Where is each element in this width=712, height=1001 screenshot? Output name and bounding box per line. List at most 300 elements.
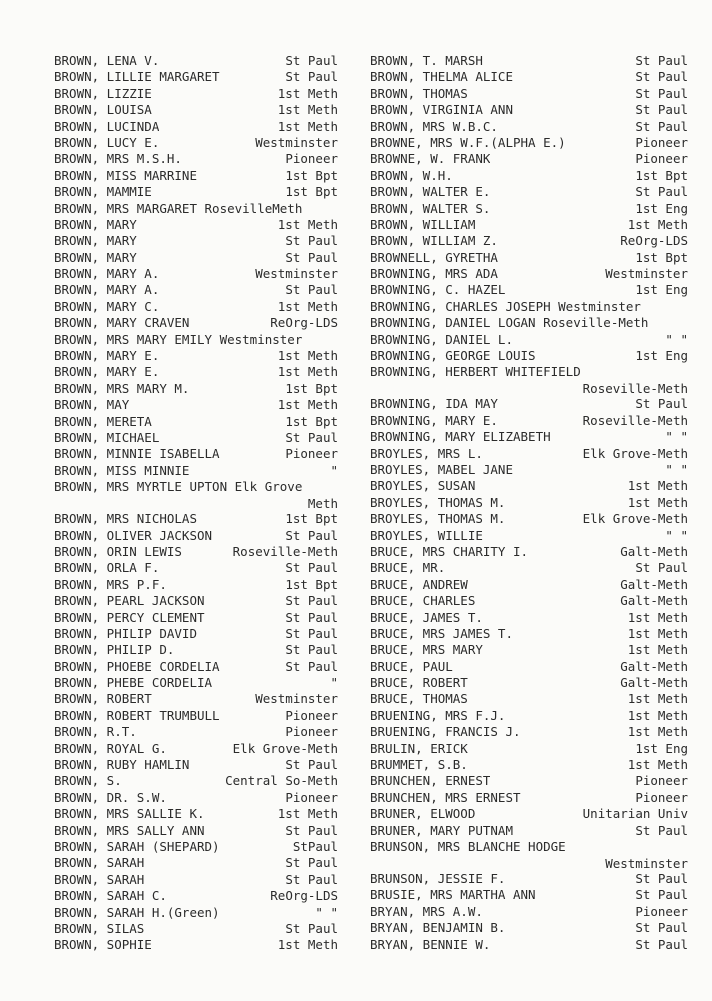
entry-name: BROWN, MRS SALLY ANN — [54, 822, 205, 838]
list-item — [370, 511, 688, 527]
entry-church: " " — [665, 429, 688, 445]
entry-name: BROWN, WALTER E. — [370, 184, 491, 200]
entry-name: BROYLES, WILLIE — [370, 527, 483, 543]
list-item — [54, 741, 338, 757]
list-item — [54, 463, 338, 479]
list-item — [370, 757, 688, 773]
entry-church: St Paul — [285, 282, 338, 298]
list-item — [54, 659, 338, 675]
entry-name: BRUCE, MR. — [370, 560, 446, 576]
list-item — [54, 560, 338, 576]
entry-church: St Paul — [635, 102, 688, 118]
list-item — [370, 904, 688, 920]
entry-name: BROWNE, W. FRANK — [370, 151, 491, 167]
list-item — [370, 610, 688, 626]
entry-church: Pioneer — [285, 724, 338, 740]
entry-church: 1st Meth — [627, 724, 688, 740]
entry-name: BROWN, MRS P.F. — [54, 576, 167, 592]
list-item — [370, 887, 688, 903]
list-item — [54, 888, 338, 904]
list-item — [54, 675, 338, 691]
entry-church: 1st Meth — [277, 397, 338, 413]
list-item — [370, 823, 688, 839]
list-item — [54, 610, 338, 626]
entry-church: St Paul — [285, 920, 338, 936]
entry-church: Galt-Meth — [620, 658, 688, 674]
entry-name: BROWN, MAY — [54, 397, 130, 413]
list-item — [370, 69, 688, 85]
entry-name: BROWNE, MRS W.F.(ALPHA E.) — [370, 134, 566, 150]
list-item — [370, 233, 688, 249]
entry-name: BROWN, MRS W.B.C. — [370, 118, 498, 134]
entry-church: 1st Meth — [627, 609, 688, 625]
list-item — [370, 429, 688, 445]
entry-church: 1st Meth — [277, 216, 338, 232]
entry-name: BRUNCHEN, MRS ERNEST — [370, 789, 521, 805]
entry-name: BROWN, THOMAS — [370, 85, 468, 101]
entry-name: BRUNER, ELWOOD — [370, 806, 476, 822]
entry-church: 1st Eng — [635, 740, 688, 756]
list-item — [54, 446, 338, 462]
list-item — [54, 315, 338, 331]
entry-name: BROWNING, C. HAZEL — [370, 282, 506, 298]
list-item — [370, 659, 688, 675]
list-item — [54, 430, 338, 446]
entry-name: BROWN, MARY A. — [54, 282, 160, 298]
entry-church: St Paul — [285, 593, 338, 609]
entry-name: BROWNING, CHARLES JOSEPH Westminster — [370, 298, 641, 314]
list-item — [370, 446, 688, 462]
list-item — [370, 593, 688, 609]
entry-church: Pioneer — [635, 903, 688, 919]
entry-name: BROWN, MERETA — [54, 413, 152, 429]
entry-church: Westminster — [255, 691, 338, 707]
list-item — [370, 708, 688, 724]
entry-church: St Paul — [285, 249, 338, 265]
entry-name: BRUCE, JAMES T. — [370, 609, 483, 625]
entry-name: BRUCE, CHARLES — [370, 593, 476, 609]
list-item — [54, 823, 338, 839]
entry-name: BRULIN, ERICK — [370, 740, 468, 756]
entry-name: BROWN, MRS MARGARET RosevilleMeth — [54, 200, 303, 216]
entry-church: Westminster — [255, 134, 338, 150]
entry-name: BRUCE, MRS JAMES T. — [370, 625, 513, 641]
list-item — [370, 626, 688, 642]
entry-name: BROWN, THELMA ALICE — [370, 69, 513, 85]
entry-name: BROWN, MRS SALLIE K. — [54, 806, 205, 822]
entry-church: ReOrg-LDS — [270, 888, 338, 904]
list-item — [370, 871, 688, 887]
entry-name: BROWN, MARY — [54, 216, 137, 232]
entry-church: Pioneer — [285, 151, 338, 167]
entry-church: 1st Meth — [627, 625, 688, 641]
list-item — [54, 151, 338, 167]
entry-name: BROWN, PERCY CLEMENT — [54, 609, 205, 625]
list-item — [54, 266, 338, 282]
entry-church: 1st Meth — [627, 757, 688, 773]
entry-church: St Paul — [285, 642, 338, 658]
list-item — [54, 593, 338, 609]
list-item — [54, 691, 338, 707]
entry-church: Pioneer — [635, 151, 688, 167]
entry-church: 1st Bpt — [285, 167, 338, 183]
list-item — [54, 839, 338, 855]
entry-church: St Paul — [285, 757, 338, 773]
list-item — [54, 708, 338, 724]
entry-name: BROWNELL, GYRETHA — [370, 249, 498, 265]
entry-name: BROWN, MICHAEL — [54, 429, 160, 445]
entry-name: BROWN, WILLIAM Z. — [370, 233, 498, 249]
entry-name: BRUCE, THOMAS — [370, 691, 468, 707]
entry-church: 1st Meth — [277, 806, 338, 822]
entry-church: 1st Bpt — [285, 184, 338, 200]
entry-name: BRYAN, BENJAMIN B. — [370, 920, 506, 936]
entry-church: Elk Grove-Meth — [582, 511, 688, 527]
list-item — [54, 184, 338, 200]
entry-church: ReOrg-LDS — [620, 233, 688, 249]
entry-name: BROWN, LUCINDA — [54, 118, 160, 134]
entry-church: Galt-Meth — [620, 543, 688, 559]
entry-name: BROWN, PHILIP DAVID — [54, 625, 197, 641]
entry-name: BROWN, SARAH H.(Green) — [54, 904, 220, 920]
entry-church: St Paul — [285, 609, 338, 625]
entry-church: 1st Eng — [635, 200, 688, 216]
entry-name: BRUNSON, MRS BLANCHE HODGE — [370, 838, 566, 854]
list-item — [370, 806, 688, 822]
entry-church: 1st Meth — [627, 494, 688, 510]
list-item — [370, 135, 688, 151]
entry-church: StPaul — [292, 838, 338, 854]
list-item — [370, 119, 688, 135]
entry-church: Unitarian Univ — [582, 806, 688, 822]
entry-church: " — [330, 462, 338, 478]
entry-church: St Paul — [285, 429, 338, 445]
entry-name: BROWNING, MARY E. — [370, 412, 498, 428]
entry-church: " " — [315, 904, 338, 920]
list-item — [54, 53, 338, 69]
list-item — [370, 86, 688, 102]
list-item — [54, 250, 338, 266]
entry-name: BROWN, MARY C. — [54, 298, 160, 314]
entry-name: BROWN, MRS MARY EMILY Westminster — [54, 331, 303, 347]
entry-name: BROWN, MISS MINNIE — [54, 462, 190, 478]
list-item — [370, 151, 688, 167]
list-item — [370, 250, 688, 266]
entry-church: 1st Bpt — [285, 413, 338, 429]
entry-name: BROWN, LIZZIE — [54, 85, 152, 101]
entry-church: 1st Meth — [277, 102, 338, 118]
entry-church: St Paul — [285, 53, 338, 68]
entry-church: 1st Bpt — [285, 576, 338, 592]
entry-church: Pioneer — [285, 789, 338, 805]
entry-church: St Paul — [635, 396, 688, 412]
entry-church: 1st Bpt — [635, 167, 688, 183]
entry-name: BROWN, MRS MYRTLE UPTON Elk Grove — [54, 479, 303, 495]
entry-church: St Paul — [635, 887, 688, 903]
list-item — [370, 396, 688, 412]
entry-name: BROWN, LENA V. — [54, 53, 160, 68]
entry-church: St Paul — [285, 69, 338, 85]
list-item — [370, 332, 688, 348]
entry-name: BROWN, ROYAL G. — [54, 740, 167, 756]
list-item — [54, 119, 338, 135]
list-item — [54, 86, 338, 102]
list-item — [370, 315, 688, 331]
entry-church: St Paul — [635, 184, 688, 200]
entry-church: 1st Meth — [277, 937, 338, 953]
list-item — [370, 560, 688, 576]
entry-name: BRYAN, BENNIE W. — [370, 936, 491, 952]
list-item — [370, 364, 688, 396]
entry-church: St Paul — [635, 69, 688, 85]
entry-name: BRUNER, MARY PUTNAM — [370, 822, 513, 838]
list-item — [54, 397, 338, 413]
list-item — [370, 544, 688, 560]
list-item — [370, 478, 688, 494]
entry-name: BROWN, WILLIAM — [370, 216, 476, 232]
list-item — [370, 741, 688, 757]
list-item — [370, 102, 688, 118]
entry-name: BROWN, OLIVER JACKSON — [54, 527, 213, 543]
list-item — [54, 806, 338, 822]
list-item — [54, 414, 338, 430]
list-item — [370, 413, 688, 429]
entry-church: Roseville-Meth — [582, 412, 688, 428]
entry-church: St Paul — [285, 233, 338, 249]
list-item — [370, 675, 688, 691]
entry-name: BRUCE, MRS MARY — [370, 642, 483, 658]
entry-name: BROWN, ROBERT TRUMBULL — [54, 707, 220, 723]
entry-church: St Paul — [285, 871, 338, 887]
left-column — [54, 53, 338, 954]
entry-name: BROWNING, IDA MAY — [370, 396, 498, 412]
entry-name: BROWN, ROBERT — [54, 691, 152, 707]
entry-name: BROWN, LILLIE MARGARET — [54, 69, 220, 85]
entry-name: BRUNSON, JESSIE F. — [370, 870, 506, 886]
list-item — [370, 920, 688, 936]
list-item — [54, 921, 338, 937]
list-item — [370, 724, 688, 740]
list-item — [370, 528, 688, 544]
list-item — [54, 135, 338, 151]
entry-name: BROWN, MISS MARRINE — [54, 167, 197, 183]
list-item — [54, 544, 338, 560]
entry-name: BROWN, SARAH — [54, 855, 145, 871]
entry-church: 1st Meth — [627, 216, 688, 232]
list-item — [370, 937, 688, 953]
list-item — [54, 69, 338, 85]
entry-church: Central So-Meth — [225, 773, 338, 789]
list-item — [54, 102, 338, 118]
entry-name: BROWN, MARY E. — [54, 348, 160, 364]
entry-name: BROWN, LOUISA — [54, 102, 152, 118]
list-item — [54, 528, 338, 544]
list-item — [54, 577, 338, 593]
list-item — [370, 184, 688, 200]
list-item — [54, 626, 338, 642]
entry-name: BROWN, SARAH — [54, 871, 145, 887]
list-item — [54, 757, 338, 773]
list-item — [54, 348, 338, 364]
entry-church: " " — [665, 461, 688, 477]
entry-name: BROWN, MRS NICHOLAS — [54, 511, 197, 527]
entry-church: Roseville-Meth — [582, 381, 688, 397]
list-item — [370, 790, 688, 806]
entry-name: BROWN, W.H. — [370, 167, 453, 183]
entry-name: BRUCE, ANDREW — [370, 576, 468, 592]
entry-name: BROWN, MRS M.S.H. — [54, 151, 182, 167]
list-item — [54, 217, 338, 233]
list-item — [54, 773, 338, 789]
list-item — [370, 299, 688, 315]
list-item — [370, 266, 688, 282]
entry-name: BROWN, PEARL JACKSON — [54, 593, 205, 609]
entry-church: Roseville-Meth — [232, 543, 338, 559]
entry-name: BROWNING, HERBERT WHITEFIELD — [370, 364, 581, 380]
entry-church: St Paul — [635, 118, 688, 134]
entry-church: St Paul — [635, 560, 688, 576]
entry-name: BROWN, SARAH C. — [54, 888, 167, 904]
list-item — [370, 773, 688, 789]
list-item — [54, 233, 338, 249]
entry-church: Pioneer — [635, 134, 688, 150]
list-item — [370, 282, 688, 298]
entry-church: Galt-Meth — [620, 675, 688, 691]
list-item — [370, 348, 688, 364]
entry-church: St Paul — [285, 822, 338, 838]
entry-church: 1st Meth — [277, 364, 338, 380]
entry-name: BROWN, RUBY HAMLIN — [54, 757, 190, 773]
entry-name: BROWN, ORLA F. — [54, 560, 160, 576]
entry-church: Westminster — [605, 266, 688, 282]
entry-church: 1st Eng — [635, 348, 688, 364]
list-item — [54, 479, 338, 511]
entry-church: 1st Meth — [277, 118, 338, 134]
entry-church: St Paul — [285, 855, 338, 871]
entry-church: Pioneer — [285, 446, 338, 462]
entry-church: St Paul — [285, 527, 338, 543]
list-item — [54, 905, 338, 921]
list-item — [54, 855, 338, 871]
entry-name: BROWN, VIRGINIA ANN — [370, 102, 513, 118]
entry-name: BROWN, R.T. — [54, 724, 137, 740]
list-item — [54, 299, 338, 315]
entry-church: St Paul — [635, 53, 688, 68]
entry-name: BROWNING, DANIEL L. — [370, 331, 513, 347]
entry-name: BROWN, MARY A. — [54, 266, 160, 282]
entry-name: BROWN, MAMMIE — [54, 184, 152, 200]
list-item — [370, 168, 688, 184]
entry-name: BROWNING, DANIEL LOGAN Roseville-Meth — [370, 315, 649, 331]
entry-church: Galt-Meth — [620, 576, 688, 592]
entry-church: Westminster — [255, 266, 338, 282]
entry-church: St Paul — [285, 560, 338, 576]
entry-church: 1st Meth — [277, 85, 338, 101]
list-item — [54, 201, 338, 217]
entry-church: 1st Meth — [627, 707, 688, 723]
list-item — [54, 724, 338, 740]
list-item — [54, 168, 338, 184]
entry-church: 1st Meth — [627, 642, 688, 658]
entry-name: BROWNING, GEORGE LOUIS — [370, 348, 536, 364]
entry-church: St Paul — [635, 870, 688, 886]
list-item — [54, 642, 338, 658]
entry-name: BROWN, SILAS — [54, 920, 145, 936]
list-item — [54, 381, 338, 397]
entry-name: BROWN, PHILIP D. — [54, 642, 175, 658]
list-item — [54, 364, 338, 380]
entry-church: ReOrg-LDS — [270, 315, 338, 331]
entry-name: BROWN, MARY CRAVEN — [54, 315, 190, 331]
entry-name: BRUMMET, S.B. — [370, 757, 468, 773]
entry-name: BROYLES, THOMAS M. — [370, 494, 506, 510]
entry-name: BROYLES, MRS L. — [370, 445, 483, 461]
entry-name: BROWN, WALTER S. — [370, 200, 491, 216]
entry-church: 1st Meth — [277, 348, 338, 364]
list-item — [370, 217, 688, 233]
entry-church: Galt-Meth — [620, 593, 688, 609]
entry-church: St Paul — [635, 936, 688, 952]
entry-name: BROWN, S. — [54, 773, 122, 789]
entry-church: St Paul — [635, 822, 688, 838]
list-item — [54, 282, 338, 298]
entry-church: Pioneer — [635, 773, 688, 789]
entry-name: BROWN, PHEBE CORDELIA — [54, 675, 213, 691]
entry-name: BROWN, SOPHIE — [54, 937, 152, 953]
entry-name: BROWN, ORIN LEWIS — [54, 543, 182, 559]
entry-name: BROWN, PHOEBE CORDELIA — [54, 658, 220, 674]
entry-church: 1st Bpt — [285, 380, 338, 396]
entry-name: BRUCE, MRS CHARITY I. — [370, 543, 529, 559]
entry-name: BROYLES, SUSAN — [370, 478, 476, 494]
entry-name: BRUCE, PAUL — [370, 658, 453, 674]
entry-church: " " — [665, 331, 688, 347]
entry-church: " " — [665, 527, 688, 543]
list-item — [370, 642, 688, 658]
entry-name: BROWNING, MARY ELIZABETH — [370, 429, 551, 445]
list-item — [54, 790, 338, 806]
entry-name: BROWN, DR. S.W. — [54, 789, 167, 805]
entry-name: BRUSIE, MRS MARTHA ANN — [370, 887, 536, 903]
list-item — [370, 839, 688, 871]
entry-church: 1st Meth — [277, 298, 338, 314]
entry-church: 1st Meth — [627, 478, 688, 494]
entry-church: St Paul — [285, 658, 338, 674]
entry-church: " — [330, 675, 338, 691]
list-item — [370, 53, 688, 69]
entry-church: 1st Eng — [635, 282, 688, 298]
entry-name: BRUNCHEN, ERNEST — [370, 773, 491, 789]
entry-name: BRUENING, MRS F.J. — [370, 707, 506, 723]
list-item — [370, 201, 688, 217]
entry-church: St Paul — [635, 920, 688, 936]
entry-name: BROYLES, THOMAS M. — [370, 511, 506, 527]
entry-name: BROWNING, MRS ADA — [370, 266, 498, 282]
list-item — [54, 332, 338, 348]
entry-church: Pioneer — [635, 789, 688, 805]
entry-church: Meth — [307, 496, 338, 512]
entry-church: 1st Bpt — [285, 511, 338, 527]
list-item — [370, 495, 688, 511]
entry-name: BROWN, LUCY E. — [54, 134, 160, 150]
list-item — [54, 511, 338, 527]
entry-name: BROWN, T. MARSH — [370, 53, 483, 68]
list-item — [370, 462, 688, 478]
list-item — [370, 691, 688, 707]
entry-name: BRYAN, MRS A.W. — [370, 903, 483, 919]
entry-church: St Paul — [635, 85, 688, 101]
entry-church: Elk Grove-Meth — [232, 740, 338, 756]
